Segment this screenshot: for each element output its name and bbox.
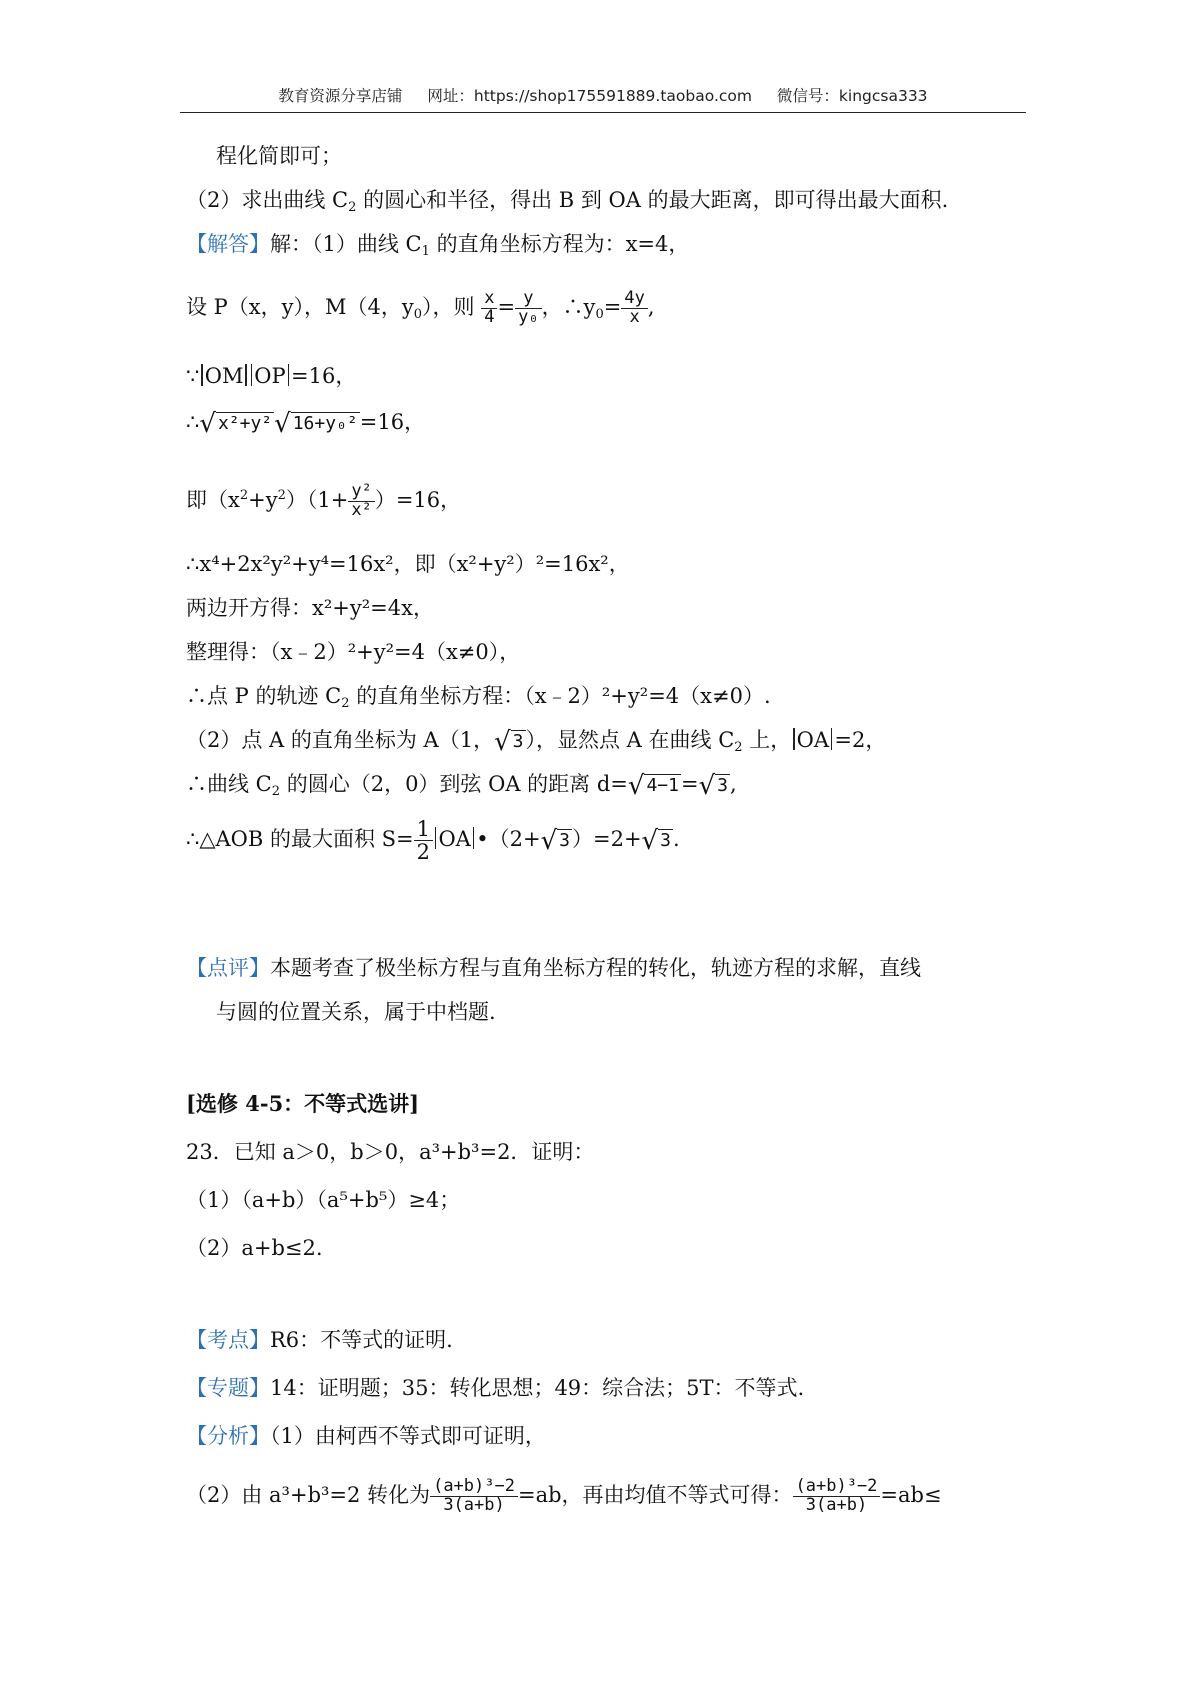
abs-bar xyxy=(201,364,202,386)
text: ∴曲线 C xyxy=(186,772,272,796)
text: = xyxy=(603,294,622,319)
fenxi-line-1 xyxy=(186,1422,546,1450)
denominator: 2 xyxy=(416,840,431,865)
radicand: x²+y² xyxy=(217,413,273,434)
line-2 xyxy=(186,186,948,222)
text: ）（1+ xyxy=(285,488,349,512)
fraction-x-over-4 xyxy=(481,290,497,327)
section-title xyxy=(186,1090,419,1118)
text: R6：不等式的证明. xyxy=(270,1328,453,1352)
radicand: 3 xyxy=(559,830,570,852)
radicand: 4−1 xyxy=(646,775,679,796)
radicand: 3 xyxy=(717,775,728,796)
sqrt-icon: √ xyxy=(627,771,645,801)
fraction-y2-over-x2 xyxy=(348,483,374,520)
text: （2）a+b≤2. xyxy=(186,1236,323,1260)
line-6 xyxy=(186,408,425,438)
fraction-a-plus-b xyxy=(430,1478,518,1515)
numerator: (a+b)³−2 xyxy=(793,1478,881,1497)
text: ），显然点 A 在曲线 C xyxy=(525,728,735,752)
text: 本题考查了极坐标方程与直角坐标方程的转化，轨迹方程的求解，直线 xyxy=(270,956,921,980)
text: [选修 4-5：不等式选讲] xyxy=(186,1091,420,1116)
text: +y xyxy=(248,488,278,512)
dianping-tag: 【点评】 xyxy=(186,956,270,980)
header-wechat: 微信号：kingcsa333 xyxy=(776,87,928,105)
subscript: 0 xyxy=(413,306,423,322)
text: 14：证明题；35：转化思想；49：综合法；5T：不等式. xyxy=(270,1376,805,1400)
sqrt-icon: √ xyxy=(199,409,216,439)
text: 整理得：（x﹣2）²+y²=4（x≠0）， xyxy=(186,640,521,664)
fraction-a-plus-b xyxy=(793,1478,881,1515)
text: OP xyxy=(254,364,286,388)
numerator: 4y xyxy=(621,290,647,309)
text: ∴点 P 的轨迹 C xyxy=(186,684,342,708)
line-15 xyxy=(186,954,921,982)
text: （1）由柯西不等式即可证明， xyxy=(270,1424,546,1448)
kaodian-tag: 【考点】 xyxy=(186,1328,270,1352)
text: 即（x xyxy=(186,488,240,512)
fraction-4y-over-x xyxy=(621,290,647,327)
subscript: 0 xyxy=(595,306,604,322)
subscript: 2 xyxy=(348,200,357,215)
line-1 xyxy=(216,142,342,170)
text: =2， xyxy=(834,728,887,752)
abs-bar xyxy=(288,364,289,386)
numerator: (a+b)³−2 xyxy=(430,1478,518,1497)
line-12 xyxy=(186,726,886,762)
denominator: 4 xyxy=(484,306,495,327)
text: ∴ xyxy=(186,410,200,434)
fenxi-line-2 xyxy=(186,1478,942,1515)
line-5 xyxy=(186,362,356,390)
line-9 xyxy=(186,594,434,622)
sqrt-icon: √ xyxy=(698,771,716,801)
radicand: 16+y₀² xyxy=(292,413,358,434)
text: OA xyxy=(796,728,830,752)
text: 的直角坐标方程：（x﹣2）²+y²=4（x≠0）. xyxy=(349,684,771,708)
text: ）=16， xyxy=(374,488,462,512)
denominator: 3(a+b) xyxy=(805,1494,868,1515)
text: 与圆的位置关系，属于中档题. xyxy=(216,1000,496,1024)
text: （2）由 a³+b³=2 转化为 xyxy=(186,1482,431,1507)
text: 的圆心（2，0）到弦 OA 的距离 d= xyxy=(280,772,628,796)
numerator: y² xyxy=(348,483,374,502)
numerator: x xyxy=(481,290,497,309)
fenxi-tag: 【分析】 xyxy=(186,1424,270,1448)
sqrt-icon: √ xyxy=(540,826,558,857)
text: , xyxy=(647,294,655,319)
text: 的直角坐标方程为：x=4， xyxy=(429,232,690,256)
header-shop: 教育资源分享店铺 xyxy=(278,87,403,105)
abs-bar xyxy=(435,827,436,849)
text: （2）点 A 的直角坐标为 A（1， xyxy=(186,728,495,752)
abs-bar xyxy=(831,728,832,750)
text: , xyxy=(730,772,737,796)
denominator: x² xyxy=(351,500,372,520)
denominator: y₀ xyxy=(518,306,539,327)
text: =16， xyxy=(359,410,426,434)
text: 的圆心和半径，得出 B 到 OA 的最大距离，即可得出最大面积. xyxy=(356,188,949,212)
text: =16， xyxy=(291,364,357,388)
subscript: 2 xyxy=(341,696,350,711)
question-23 xyxy=(186,1138,594,1166)
numerator: y xyxy=(515,290,541,309)
fraction-y-over-y0 xyxy=(515,290,541,327)
text: （1）（a+b）（a⁵+b⁵）≥4； xyxy=(186,1188,461,1212)
sqrt-icon: √ xyxy=(641,826,659,857)
text: 23．已知 a＞0，b＞0，a³+b³=2．证明： xyxy=(186,1140,595,1164)
equals-sign: = xyxy=(497,294,516,319)
fraction-one-half xyxy=(414,818,433,863)
text: OM xyxy=(204,364,244,388)
line-4 xyxy=(186,290,655,329)
text: ），则 xyxy=(422,294,475,319)
line-11 xyxy=(186,682,771,718)
line-8 xyxy=(186,550,630,578)
text: 上， xyxy=(742,728,792,752)
numerator: 1 xyxy=(414,818,433,841)
line-10 xyxy=(186,638,520,666)
text: （2）求出曲线 C xyxy=(186,188,349,212)
text: ）=2+ xyxy=(571,827,642,852)
question-23-part2 xyxy=(186,1234,323,1262)
line-3 xyxy=(186,230,689,266)
text: . xyxy=(672,827,680,852)
text: 两边开方得：x²+y²=4x， xyxy=(186,596,434,620)
line-13 xyxy=(186,770,737,806)
text: ∴△AOB 的最大面积 S= xyxy=(186,827,414,852)
text: ∵ xyxy=(186,364,200,388)
page-header xyxy=(180,84,1026,113)
abs-bar xyxy=(251,364,252,386)
line-7 xyxy=(186,482,461,520)
text: ∴x⁴+2x²y²+y⁴=16x²，即（x²+y²）²=16x²， xyxy=(186,552,630,576)
abs-bar xyxy=(793,728,794,750)
abs-bar xyxy=(245,364,246,386)
text: 解：（1）曲线 C xyxy=(270,232,422,256)
line-16 xyxy=(216,998,496,1026)
superscript: 2 xyxy=(239,488,249,503)
subscript: 1 xyxy=(421,244,430,259)
sqrt-icon: √ xyxy=(274,409,291,439)
subscript: 2 xyxy=(734,740,743,755)
denominator: 3(a+b) xyxy=(443,1494,505,1515)
subscript: 2 xyxy=(271,784,281,799)
text: =ab，再由均值不等式可得： xyxy=(517,1482,793,1507)
header-url: 网址：https://shop175591889.taobao.com xyxy=(427,87,752,105)
text: OA xyxy=(438,827,471,852)
text: •（2+ xyxy=(476,827,541,852)
text: 设 P（x，y），M（4，y xyxy=(186,294,414,319)
zhuanti-line xyxy=(186,1374,804,1402)
abs-bar xyxy=(473,827,474,849)
jieda-tag: 【解答】 xyxy=(186,232,270,256)
kaodian-line xyxy=(186,1326,453,1354)
zhuanti-tag: 【专题】 xyxy=(186,1376,270,1400)
text: =ab≤ xyxy=(880,1482,942,1507)
radicand: 3 xyxy=(660,830,671,852)
denominator: x xyxy=(629,306,640,327)
superscript: 2 xyxy=(277,488,286,503)
text: ，∴y xyxy=(541,294,596,319)
line-14 xyxy=(186,818,680,863)
line-1-text: 程化简即可； xyxy=(216,144,342,168)
text: = xyxy=(680,772,699,796)
radicand: 3 xyxy=(512,731,524,752)
sqrt-icon: √ xyxy=(494,727,511,757)
question-23-part1 xyxy=(186,1186,460,1214)
